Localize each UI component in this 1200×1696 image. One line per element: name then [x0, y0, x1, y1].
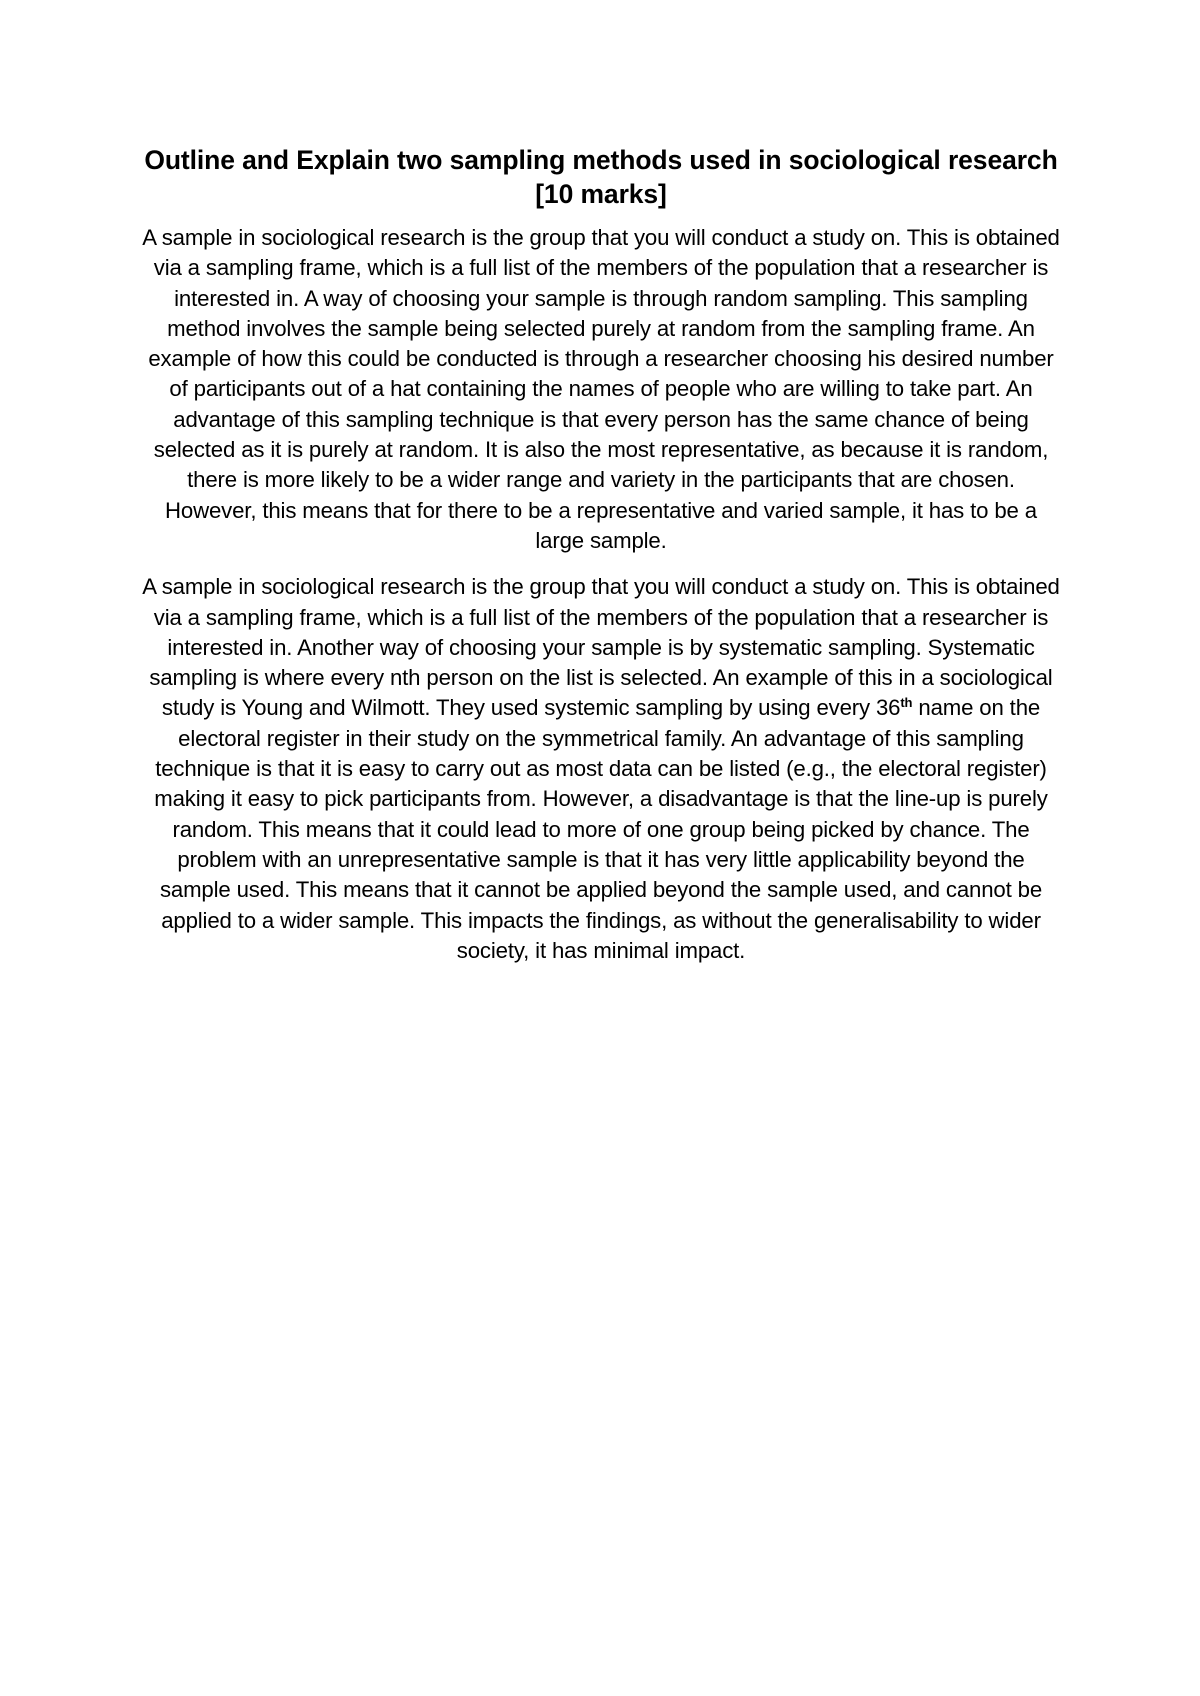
paragraph-systematic-sampling-text-end: name on the electoral register in their study on the symmetrical family. An advantage of this sampling technique is that it is easy to carry out as most data can be listed (e.g., the electoral register) making it easy to pick participants from. However, a disadvantage is that the line-up is purely random. This means that it could lead to more of one group being picked by chance. The problem with an unrepresentative sample is that it has very little applicability beyond the sample used. This means that it cannot be applied beyond the sample used, and cannot be applied to a wider sample. This impacts the findings, as without the generalisability to wider society, it has minimal impact. [154, 695, 1048, 963]
document-body [140, 143, 1062, 966]
ordinal-superscript: th [900, 695, 913, 711]
paragraph-random-sampling: A sample in sociological research is the group that you will conduct a study on. This is obtained via a sampling frame, which is a full list of the members of the population that a researcher is interested in. A way of choosing your sample is through random sampling. This sampling method involves the sample being selected purely at random from the sampling frame. An example of how this could be conducted is through a researcher choosing his desired number of participants out of a hat containing the names of people who are willing to take part. An advantage of this sampling technique is that every person has the same chance of being selected as it is purely at random. It is also the most representative, as because it is random, there is more likely to be a wider range and variety in the participants that are chosen. However, this means that for there to be a representative and varied sample, it has to be a large sample. [142, 225, 1060, 553]
document-title: Outline and Explain two sampling methods used in sociological research [10 marks] [144, 145, 1058, 209]
paragraph-systematic-sampling [140, 572, 1062, 966]
paragraph-systematic-sampling-text-start: A sample in sociological research is the group that you will conduct a study on. This is obtained via a sampling frame, which is a full list of the members of the population that a researcher is interested in. Another way of choosing your sample is by systematic sampling. Systematic sampling is where every nth person on the list is selected. An example of this in a sociological study is Young and Wilmott. They used systemic sampling by using every 36 [142, 574, 1060, 721]
